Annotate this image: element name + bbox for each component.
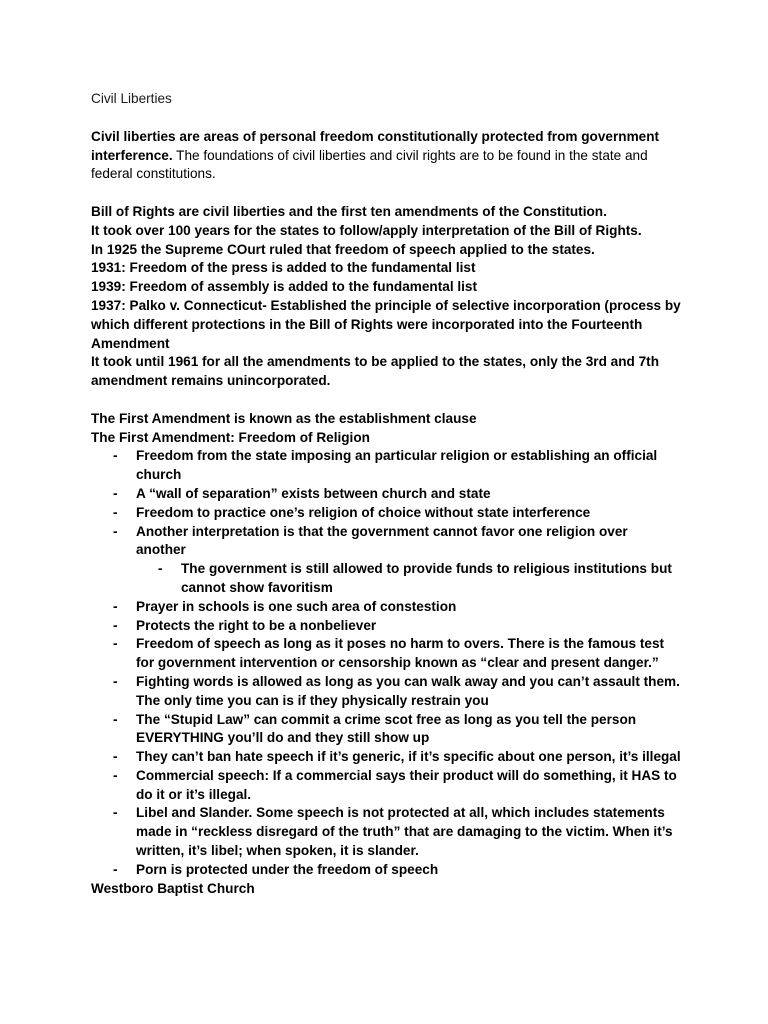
sub-list-item-text: The government is still allowed to provide funds to religious institutions but cannot show favoritism xyxy=(181,561,672,595)
dash-bullet: - xyxy=(113,861,118,877)
dash-bullet: - xyxy=(113,598,118,614)
dash-bullet: - xyxy=(113,617,118,633)
first-amendment-heading: The First Amendment is known as the establishment clause xyxy=(91,410,477,426)
list-item-text: Freedom to practice one’s religion of choice without state interference xyxy=(136,504,591,520)
list-item xyxy=(91,767,681,805)
list-item xyxy=(91,711,681,749)
list-item-text: Prayer in schools is one such area of constestion xyxy=(136,598,457,614)
history-line: 1937: Palko v. Connecticut- Established the principle of selective incorporation (process by which different protections in the Bill of Rights were incorporated into the Fourteenth Amendment xyxy=(91,297,681,351)
history-line: It took until 1961 for all the amendments to be applied to the states, only the 3rd and 7th amendment remains unincorporated. xyxy=(91,354,660,389)
history-line: 1939: Freedom of assembly is added to the fundamental list xyxy=(91,279,478,295)
list-item xyxy=(91,673,681,711)
list-item xyxy=(91,504,681,523)
intro-paragraph xyxy=(91,128,681,184)
list-item-text: Commercial speech: If a commercial says their product will do something, it HAS to do it or it’s illegal. xyxy=(136,767,677,802)
sub-bullet-list xyxy=(136,560,681,598)
history-line: In 1925 the Supreme COurt ruled that freedom of speech applied to the states. xyxy=(91,241,595,257)
list-item xyxy=(91,635,681,673)
list-item xyxy=(91,523,681,598)
history-line: Bill of Rights are civil liberties and the first ten amendments of the Constitution. xyxy=(91,203,607,219)
list-item xyxy=(91,861,681,880)
bullet-list xyxy=(91,447,681,879)
list-item-text: They can’t ban hate speech if it’s generic, if it’s specific about one person, it’s illegal xyxy=(136,749,681,765)
list-item-text: A “wall of separation” exists between church and state xyxy=(136,485,491,501)
dash-bullet: - xyxy=(113,485,118,501)
list-item-text: Protects the right to be a nonbeliever xyxy=(136,617,377,633)
list-item-text: Another interpretation is that the government cannot favor one religion over another xyxy=(136,523,628,558)
dash-bullet: - xyxy=(113,805,118,821)
dash-bullet: - xyxy=(113,749,118,765)
intro-text: The foundations of civil liberties and civil rights are to be found in the state and federal constitutions. xyxy=(91,147,648,182)
dash-bullet: - xyxy=(113,711,118,727)
history-line: 1931: Freedom of the press is added to the fundamental list xyxy=(91,260,476,276)
dash-bullet: - xyxy=(113,636,118,652)
history-line: It took over 100 years for the states to follow/apply interpretation of the Bill of Rights. xyxy=(91,222,642,238)
list-item-text: Freedom from the state imposing an particular religion or establishing an official church xyxy=(136,448,658,483)
dash-bullet: - xyxy=(113,448,118,464)
spacer xyxy=(91,391,681,410)
spacer xyxy=(91,184,681,203)
list-item xyxy=(91,617,681,636)
list-item-text: Freedom of speech as long as it poses no harm to overs. There is the famous test for government intervention or censorship known as “clear and present danger.” xyxy=(136,636,665,671)
list-item-text: Fighting words is allowed as long as you can walk away and you can’t assault them. The only time you can is if they physically restrain you xyxy=(136,673,680,708)
document-title: Civil Liberties xyxy=(91,91,172,106)
list-item-text: The “Stupid Law” can commit a crime scot free as long as you tell the person EVERYTHING you’ll do and they still show up xyxy=(136,711,637,746)
list-item-text: Libel and Slander. Some speech is not protected at all, which includes statements made in “reckless disregard of the truth” that are damaging to the victim. When it’s written, it’s libel; when spoken, it is slander. xyxy=(136,805,673,859)
freedom-of-religion-heading: The First Amendment: Freedom of Religion xyxy=(91,429,370,445)
history-block xyxy=(91,203,681,391)
closing-line: Westboro Baptist Church xyxy=(91,880,255,896)
dash-bullet: - xyxy=(113,673,118,689)
list-item xyxy=(91,804,681,860)
intro-bold-text: Civil liberties are areas of personal freedom constitutionally protected from government interference. xyxy=(91,128,660,163)
list-item xyxy=(91,447,681,485)
dash-bullet: - xyxy=(158,561,163,577)
sub-list-item xyxy=(136,560,681,598)
list-item-text: Porn is protected under the freedom of speech xyxy=(136,861,439,877)
document-page xyxy=(91,90,681,898)
list-item xyxy=(91,598,681,617)
dash-bullet: - xyxy=(113,767,118,783)
dash-bullet: - xyxy=(113,523,118,539)
list-item xyxy=(91,748,681,767)
list-item xyxy=(91,485,681,504)
dash-bullet: - xyxy=(113,504,118,520)
